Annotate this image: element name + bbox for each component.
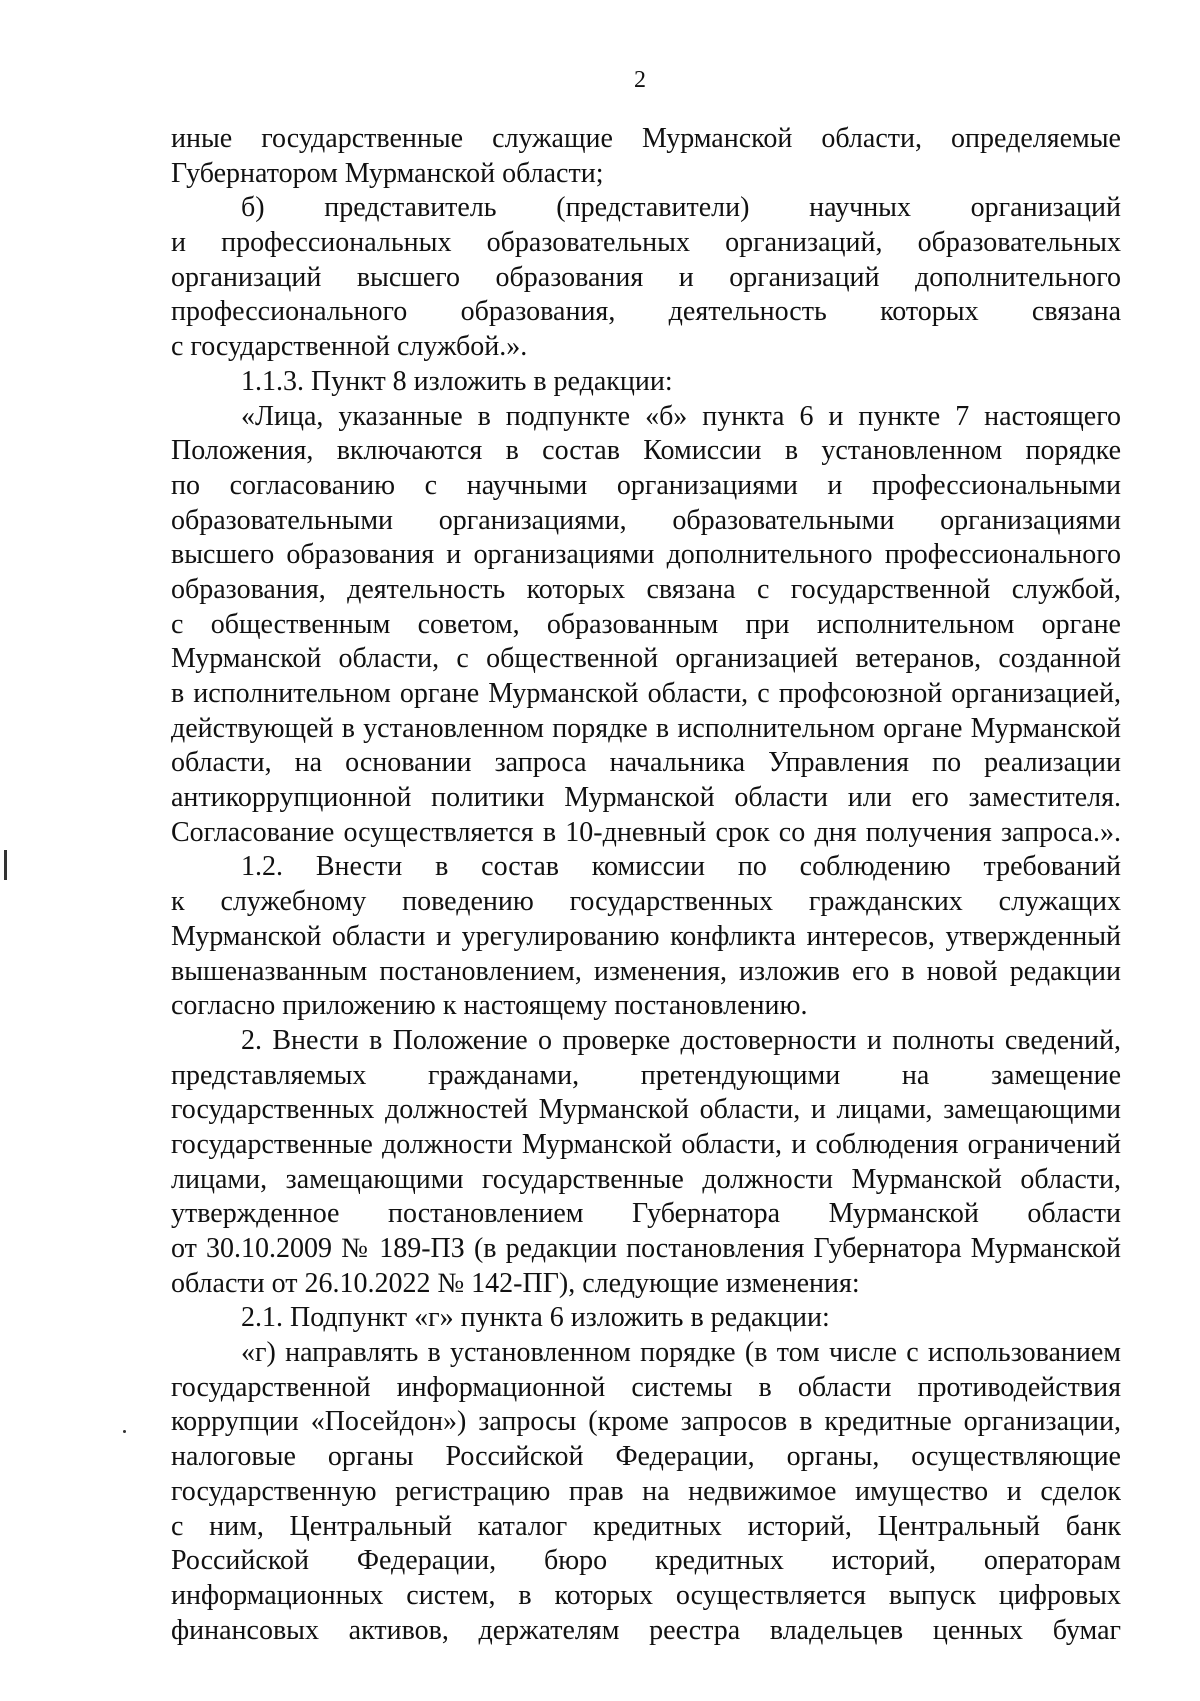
text-line: вышеназванным постановлением, изменения, изложив его в новой редакции	[171, 955, 1121, 987]
text-line: в исполнительном органе Мурманской области, с профсоюзной организацией,	[171, 678, 1121, 709]
text-line: 2. Внести в Положение о проверке достоверности и полноты сведений,	[241, 1024, 1121, 1056]
text-line: лицами, замещающими государственные должности Мурманской области,	[171, 1163, 1121, 1195]
text-line: и профессиональных образовательных организаций, образовательных	[171, 227, 1121, 259]
text-line: с ним, Центральный каталог кредитных историй, Центральный банк	[171, 1510, 1121, 1542]
text-line: Российской Федерации, бюро кредитных историй, операторам	[171, 1545, 1121, 1577]
text-line: «Лица, указанные в подпункте «б» пункта 6 и пункте 7 настоящего	[241, 400, 1121, 432]
text-line: 2.1. Подпункт «г» пункта 6 изложить в редакции:	[241, 1302, 830, 1334]
page-number: 2	[634, 67, 646, 93]
text-line: действующей в установленном порядке в исполнительном органе Мурманской	[171, 712, 1121, 744]
text-line: от 30.10.2009 № 189-ПЗ (в редакции постановления Губернатора Мурманской	[171, 1233, 1121, 1264]
text-line: Мурманской области и урегулированию конфликта интересов, утвержденный	[171, 920, 1121, 952]
text-line: государственную регистрацию прав на недвижимое имущество и сделок	[171, 1475, 1121, 1507]
text-line: информационных систем, в которых осуществляется выпуск цифровых	[171, 1579, 1121, 1611]
text-line: по согласованию с научными организациями и профессиональными	[171, 469, 1121, 501]
text-line: профессионального образования, деятельность которых связана	[171, 296, 1121, 328]
text-line: иные государственные служащие Мурманской области, определяемые	[171, 123, 1121, 154]
text-line: государственные должности Мурманской области, и соблюдения ограничений	[171, 1128, 1121, 1160]
text-line: б) представитель (представители) научных организаций	[241, 192, 1121, 224]
text-line: Мурманской области, с общественной организацией ветеранов, созданной	[171, 643, 1121, 675]
text-line: области, на основании запроса начальника Управления по реализации	[171, 747, 1121, 779]
scan-speck	[123, 1430, 126, 1433]
text-line: области от 26.10.2022 № 142-ПГ), следующие изменения:	[171, 1267, 860, 1299]
text-line: антикоррупционной политики Мурманской области или его заместителя.	[171, 782, 1121, 814]
text-line: утвержденное постановлением Губернатора Мурманской области	[171, 1198, 1121, 1230]
text-line: 1.2. Внести в состав комиссии по соблюдению требований	[241, 851, 1121, 883]
text-line: «г) направлять в установленном порядке (в том числе с использованием	[241, 1337, 1121, 1369]
text-line: к служебному поведению государственных гражданских служащих	[171, 886, 1121, 918]
text-line: государственных должностей Мурманской области, и лицами, замещающими	[171, 1094, 1121, 1126]
text-line: Согласование осуществляется в 10-дневный срок со дня получения запроса.».	[171, 816, 1121, 848]
text-line: Губернатором Мурманской области;	[171, 157, 604, 189]
scan-edge-mark	[4, 850, 7, 880]
text-line: образовательными организациями, образовательными организациями	[171, 504, 1121, 536]
text-line: государственной информационной системы в области противодействия	[171, 1371, 1121, 1403]
text-line: с общественным советом, образованным при исполнительном органе	[171, 608, 1121, 640]
text-line: коррупции «Посейдон») запросы (кроме запросов в кредитные организации,	[171, 1406, 1121, 1438]
text-line: представляемых гражданами, претендующими на замещение	[171, 1059, 1121, 1091]
text-line: налоговые органы Российской Федерации, органы, осуществляющие	[171, 1441, 1121, 1473]
text-line: высшего образования и организациями дополнительного профессионального	[171, 539, 1121, 571]
document-body	[171, 122, 1121, 1648]
text-line: 1.1.3. Пункт 8 изложить в редакции:	[241, 365, 673, 397]
text-line: согласно приложению к настоящему постановлению.	[171, 990, 808, 1022]
text-line: образования, деятельность которых связана с государственной службой,	[171, 573, 1121, 605]
text-line: организаций высшего образования и организаций дополнительного	[171, 261, 1121, 293]
text-line: Положения, включаются в состав Комиссии в установленном порядке	[171, 435, 1121, 467]
text-line: с государственной службой.».	[171, 331, 528, 363]
text-line: финансовых активов, держателям реестра владельцев ценных бумаг	[171, 1614, 1121, 1646]
